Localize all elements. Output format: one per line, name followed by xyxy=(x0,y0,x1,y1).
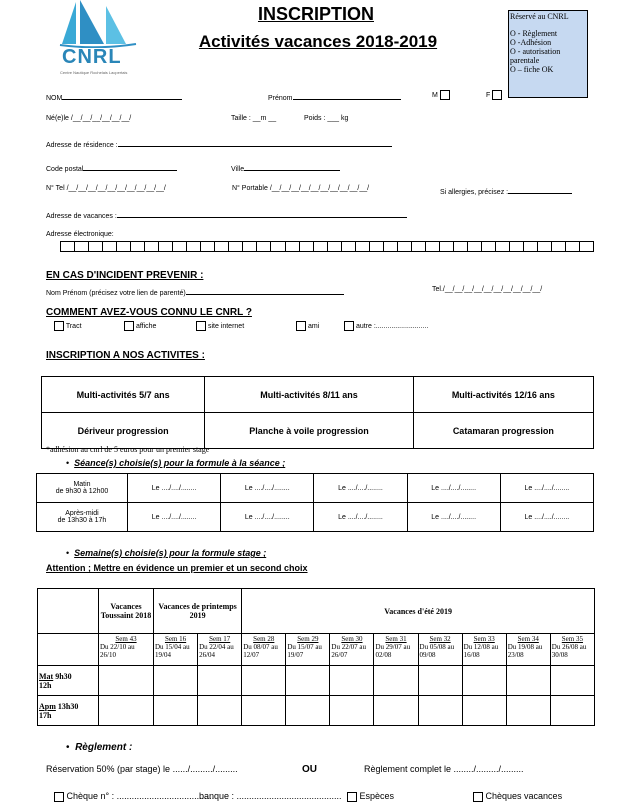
week-number: Sem 17 xyxy=(209,635,231,643)
allergies-field[interactable] xyxy=(440,185,572,196)
seance-date-cell[interactable]: Le ..../..../........ xyxy=(407,503,500,532)
seance-label-line: de 13h30 à 17h xyxy=(57,517,107,524)
email-char-cell[interactable] xyxy=(172,241,186,252)
email-char-cell[interactable] xyxy=(509,241,523,252)
seance-label xyxy=(37,503,128,532)
option-affiche[interactable] xyxy=(124,321,156,331)
email-char-cell[interactable] xyxy=(565,241,579,252)
group-printemps: Vacances de printemps 2019 xyxy=(154,589,242,634)
especes-option[interactable] xyxy=(347,791,394,802)
cheques-vacances-option[interactable] xyxy=(473,791,562,802)
seance-label-line: de 9h30 à 12h00 xyxy=(55,488,109,495)
activity-cell[interactable]: Dériveur progression xyxy=(42,413,205,449)
full-payment-field[interactable]: Règlement complet le ......../........./......... xyxy=(364,764,524,774)
email-char-cell[interactable] xyxy=(537,241,551,252)
week-choice-cell[interactable] xyxy=(242,696,286,726)
reserved-item: O – fiche OK xyxy=(510,65,554,74)
email-char-cell[interactable] xyxy=(200,241,214,252)
seance-date-cell[interactable]: Le ..../..../........ xyxy=(221,503,314,532)
week-header xyxy=(550,634,594,666)
prenom-label: Prénom xyxy=(268,95,293,102)
week-number: Sem 30 xyxy=(341,635,363,643)
ami-checkbox[interactable] xyxy=(296,321,306,331)
week-number: Sem 35 xyxy=(561,635,583,643)
email-char-cell[interactable] xyxy=(327,241,341,252)
week-number: Sem 32 xyxy=(429,635,451,643)
week-choice-cell[interactable] xyxy=(286,666,330,696)
option-autre[interactable] xyxy=(344,321,428,331)
row-label-part: 9h30 xyxy=(55,671,72,681)
m-label: M xyxy=(432,91,438,99)
week-header xyxy=(99,634,154,666)
email-char-cell[interactable] xyxy=(341,241,355,252)
week-header xyxy=(154,634,198,666)
cheque-option[interactable] xyxy=(54,791,214,802)
activity-cell[interactable]: Multi-activités 5/7 ans xyxy=(42,377,205,413)
week-choice-cell[interactable] xyxy=(462,666,506,696)
seance-date-cell[interactable]: Le ..../..../........ xyxy=(314,503,407,532)
week-choice-cell[interactable] xyxy=(506,696,550,726)
week-number: Sem 34 xyxy=(517,635,539,643)
seance-row xyxy=(37,503,594,532)
row-label-part: 17h xyxy=(39,710,52,720)
email-char-cell[interactable] xyxy=(397,241,411,252)
week-choice-cell[interactable] xyxy=(550,696,594,726)
week-header xyxy=(462,634,506,666)
seance-date-cell[interactable]: Le ..../..../........ xyxy=(314,474,407,503)
week-header xyxy=(330,634,374,666)
f-checkbox[interactable] xyxy=(492,90,502,100)
email-char-cell[interactable] xyxy=(116,241,130,252)
activity-cell[interactable]: Multi-activités 12/16 ans xyxy=(413,377,593,413)
page-title: INSCRIPTION xyxy=(257,4,374,24)
email-input[interactable] xyxy=(60,241,594,252)
incident-name-label: Nom Prénom (précisez votre lien de parenté) xyxy=(46,290,186,297)
postal-label: Code postal xyxy=(46,166,84,173)
seance-heading-text: Séance(s) choisie(s) pour la formule à la séance ; xyxy=(74,458,286,468)
seance-date-cell[interactable]: Le ..../..../........ xyxy=(128,474,221,503)
option-site[interactable] xyxy=(196,321,244,331)
incident-name-field[interactable] xyxy=(46,286,344,297)
week-dates: Du 22/04 au 26/04 xyxy=(199,643,234,659)
activities-table xyxy=(41,376,594,449)
especes-checkbox[interactable] xyxy=(347,792,357,802)
postal-code-field[interactable] xyxy=(46,162,177,173)
week-choice-cell[interactable] xyxy=(242,666,286,696)
holiday-address-field[interactable] xyxy=(46,209,407,220)
week-choice-cell[interactable] xyxy=(550,666,594,696)
gender-m[interactable] xyxy=(432,90,450,100)
stage-heading: • Semaine(s) choisie(s) pour la formule stage ; xyxy=(66,548,267,558)
email-char-cell[interactable] xyxy=(130,241,144,252)
week-choice-cell[interactable] xyxy=(330,666,374,696)
affiche-label: affiche xyxy=(135,322,157,330)
tract-label: Tract xyxy=(65,322,82,330)
week-choice-cell[interactable] xyxy=(374,666,418,696)
email-char-cell[interactable] xyxy=(74,241,88,252)
address-label: Adresse de résidence : xyxy=(46,142,118,149)
email-char-cell[interactable] xyxy=(256,241,270,252)
nom-label: NOM xyxy=(46,95,63,102)
email-char-cell[interactable] xyxy=(481,241,495,252)
attention-note: Attention ; Mettre en évidence un premier et un second choix xyxy=(46,563,308,573)
cheques-vacances-checkbox[interactable] xyxy=(473,792,483,802)
incident-heading: EN CAS D'INCIDENT PREVENIR : xyxy=(46,270,204,281)
email-char-cell[interactable] xyxy=(214,241,228,252)
cnrl-logo xyxy=(56,0,142,80)
site-label: site internet xyxy=(207,322,245,330)
reserved-title: Réservé au CNRL xyxy=(510,12,569,21)
week-dates: Du 29/07 au 02/08 xyxy=(375,643,411,659)
tract-checkbox[interactable] xyxy=(54,321,64,331)
ami-label: ami xyxy=(307,322,320,330)
reservation-field[interactable]: Réservation 50% (par stage) le ....../........./......... xyxy=(46,764,238,774)
week-choice-cell[interactable] xyxy=(99,696,154,726)
email-char-cell[interactable] xyxy=(383,241,397,252)
week-header xyxy=(286,634,330,666)
email-char-cell[interactable] xyxy=(523,241,537,252)
holiday-address-label: Adresse de vacances : xyxy=(46,213,117,220)
stage-row-apm xyxy=(38,696,595,726)
activity-cell[interactable]: Planche à voile progression xyxy=(205,413,413,449)
page-subtitle: Activités vacances 2018-2019 xyxy=(198,32,438,51)
email-char-cell[interactable] xyxy=(355,241,369,252)
prenom-field[interactable] xyxy=(268,91,401,102)
week-choice-cell[interactable] xyxy=(286,696,330,726)
sail-icon xyxy=(56,0,142,48)
week-dates: Du 19/08 au 23/08 xyxy=(507,643,543,659)
reserved-item: O - autorisation parentale xyxy=(510,47,561,65)
week-header xyxy=(418,634,462,666)
email-char-cell[interactable] xyxy=(242,241,256,252)
week-dates: Du 08/07 au 12/07 xyxy=(243,643,278,659)
seance-label-line: Matin xyxy=(73,481,91,488)
mobile-field[interactable]: N° Portable /__/__/__/__/__/__/__/__/__/__/ xyxy=(232,185,370,192)
week-header xyxy=(506,634,550,666)
nom-field[interactable] xyxy=(46,91,182,102)
ou-label: OU xyxy=(302,764,317,775)
week-choice-cell[interactable] xyxy=(418,696,462,726)
logo-subtitle: Centre Nautique Rochelais Lacpertais xyxy=(60,70,128,75)
week-choice-cell[interactable] xyxy=(418,666,462,696)
email-char-cell[interactable] xyxy=(228,241,242,252)
seance-table xyxy=(36,473,594,532)
stage-table xyxy=(37,588,595,726)
email-label: Adresse électronique: xyxy=(46,231,114,238)
week-dates: Du 26/08 au 30/08 xyxy=(551,643,587,659)
week-dates: Du 22/07 au 26/07 xyxy=(331,643,366,659)
activities-row xyxy=(42,413,594,449)
week-choice-cell[interactable] xyxy=(154,666,198,696)
cheques-vacances-label: Chèques vacances xyxy=(485,791,563,801)
site-checkbox[interactable] xyxy=(196,321,206,331)
autre-checkbox[interactable] xyxy=(344,321,354,331)
week-choice-cell[interactable] xyxy=(99,666,154,696)
birth-field[interactable]: Né(e)le /__/__/__/__/__/__/ xyxy=(46,115,132,122)
city-field[interactable] xyxy=(231,162,340,173)
reserved-item: O - Règlement xyxy=(510,29,558,38)
seance-date-cell[interactable]: Le ..../..../........ xyxy=(128,503,221,532)
email-char-cell[interactable] xyxy=(88,241,102,252)
adhesion-note: *adhésion au cnrl de 5 euros pour un premier stage xyxy=(46,445,210,454)
week-number: Sem 31 xyxy=(385,635,407,643)
seance-label-line: Après-midi xyxy=(65,510,99,517)
row-label-part: 13h30 xyxy=(57,701,79,711)
email-char-cell[interactable] xyxy=(425,241,439,252)
affiche-checkbox[interactable] xyxy=(124,321,134,331)
stage-corner xyxy=(38,589,99,634)
reglement-heading: • Règlement : xyxy=(66,742,133,753)
week-choice-cell[interactable] xyxy=(330,696,374,726)
week-header xyxy=(198,634,242,666)
f-label: F xyxy=(486,91,491,99)
incident-phone-field[interactable]: Tel./__/__/__/__/__/__/__/__/__/__/ xyxy=(432,286,543,293)
activity-cell[interactable]: Multi-activités 8/11 ans xyxy=(205,377,413,413)
group-toussaint: Vacances Toussaint 2018 xyxy=(99,589,154,634)
seance-date-cell[interactable]: Le ..../..../........ xyxy=(500,503,593,532)
week-choice-cell[interactable] xyxy=(506,666,550,696)
seance-label xyxy=(37,474,128,503)
week-header xyxy=(242,634,286,666)
stage-group-row xyxy=(38,589,595,634)
email-char-cell[interactable] xyxy=(102,241,116,252)
email-char-cell[interactable] xyxy=(158,241,172,252)
week-choice-cell[interactable] xyxy=(154,696,198,726)
allergies-label: Si allergies, précisez : xyxy=(440,189,509,196)
reserved-box xyxy=(508,10,588,98)
week-number: Sem 28 xyxy=(253,635,275,643)
stage-row-label xyxy=(38,666,99,696)
email-char-cell[interactable] xyxy=(186,241,200,252)
m-checkbox[interactable] xyxy=(440,90,450,100)
email-char-cell[interactable] xyxy=(453,241,467,252)
week-dates: Du 22/10 au 26/10 xyxy=(100,643,135,659)
week-number: Sem 43 xyxy=(115,635,137,643)
stage-heading-text: Semaine(s) choisie(s) pour la formule stage ; xyxy=(74,548,267,558)
logo-text: CNRL xyxy=(62,46,122,68)
email-char-cell[interactable] xyxy=(144,241,158,252)
seance-heading: • Séance(s) choisie(s) pour la formule à la séance ; xyxy=(66,458,286,468)
email-char-cell[interactable] xyxy=(369,241,383,252)
row-label-part: Mat xyxy=(39,671,54,681)
connu-heading: COMMENT AVEZ-VOUS CONNU LE CNRL ? xyxy=(46,307,252,318)
email-char-cell[interactable] xyxy=(411,241,425,252)
option-tract[interactable] xyxy=(54,321,82,331)
activity-cell[interactable]: Catamaran progression xyxy=(413,413,593,449)
week-dates: Du 05/08 au 09/08 xyxy=(419,643,455,659)
seance-date-cell[interactable]: Le ..../..../........ xyxy=(407,474,500,503)
reserved-item: O -Adhésion xyxy=(510,38,552,47)
week-dates: Du 15/07 au 19/07 xyxy=(287,643,322,659)
week-number: Sem 16 xyxy=(164,635,187,643)
reglement-heading-text: Règlement : xyxy=(75,742,133,753)
email-char-cell[interactable] xyxy=(439,241,453,252)
activities-row xyxy=(42,377,594,413)
stage-weeks-row xyxy=(38,634,595,666)
week-choice-cell[interactable] xyxy=(374,696,418,726)
group-ete: Vacances d'été 2019 xyxy=(242,589,595,634)
email-char-cell[interactable] xyxy=(299,241,313,252)
row-label-part: 12h xyxy=(39,680,52,690)
height-field[interactable]: Taille : __m __ xyxy=(231,115,277,122)
especes-label: Espèces xyxy=(359,791,395,801)
email-char-cell[interactable] xyxy=(495,241,509,252)
week-number: Sem 29 xyxy=(297,635,319,643)
cheque-checkbox[interactable] xyxy=(54,792,64,802)
cheque-label: Chèque n° : ....................................... xyxy=(66,791,215,801)
email-char-cell[interactable] xyxy=(285,241,299,252)
email-char-cell[interactable] xyxy=(579,241,594,252)
seance-row xyxy=(37,474,594,503)
week-choice-cell[interactable] xyxy=(462,696,506,726)
week-number: Sem 33 xyxy=(473,635,495,643)
gender-f[interactable] xyxy=(486,90,502,100)
address-field[interactable] xyxy=(46,138,392,149)
week-choice-cell[interactable] xyxy=(198,696,242,726)
week-header xyxy=(374,634,418,666)
week-dates: Du 12/08 au 16/08 xyxy=(463,643,499,659)
email-char-cell[interactable] xyxy=(551,241,565,252)
seance-date-cell[interactable]: Le ..../..../........ xyxy=(500,474,593,503)
email-char-cell[interactable] xyxy=(313,241,327,252)
row-label-part: Apm xyxy=(39,701,56,711)
weight-field[interactable]: Poids : ___ kg xyxy=(304,115,349,122)
banque-field[interactable]: banque : .......................................... xyxy=(199,791,342,801)
phone-field[interactable]: N° Tel /__/__/__/__/__/__/__/__/__/__/ xyxy=(46,185,166,192)
city-label: Ville xyxy=(231,166,245,173)
stage-corner xyxy=(38,634,99,666)
seance-date-cell[interactable]: Le ..../..../........ xyxy=(221,474,314,503)
activities-heading: INSCRIPTION A NOS ACTIVITES : xyxy=(46,350,205,361)
autre-label: autre :........................... xyxy=(355,322,429,330)
email-char-cell[interactable] xyxy=(60,241,74,252)
stage-row-label xyxy=(38,696,99,726)
email-char-cell[interactable] xyxy=(270,241,284,252)
option-ami[interactable] xyxy=(296,321,319,331)
week-choice-cell[interactable] xyxy=(198,666,242,696)
week-dates: Du 15/04 au 19/04 xyxy=(155,643,190,659)
stage-row-mat xyxy=(38,666,595,696)
email-char-cell[interactable] xyxy=(467,241,481,252)
